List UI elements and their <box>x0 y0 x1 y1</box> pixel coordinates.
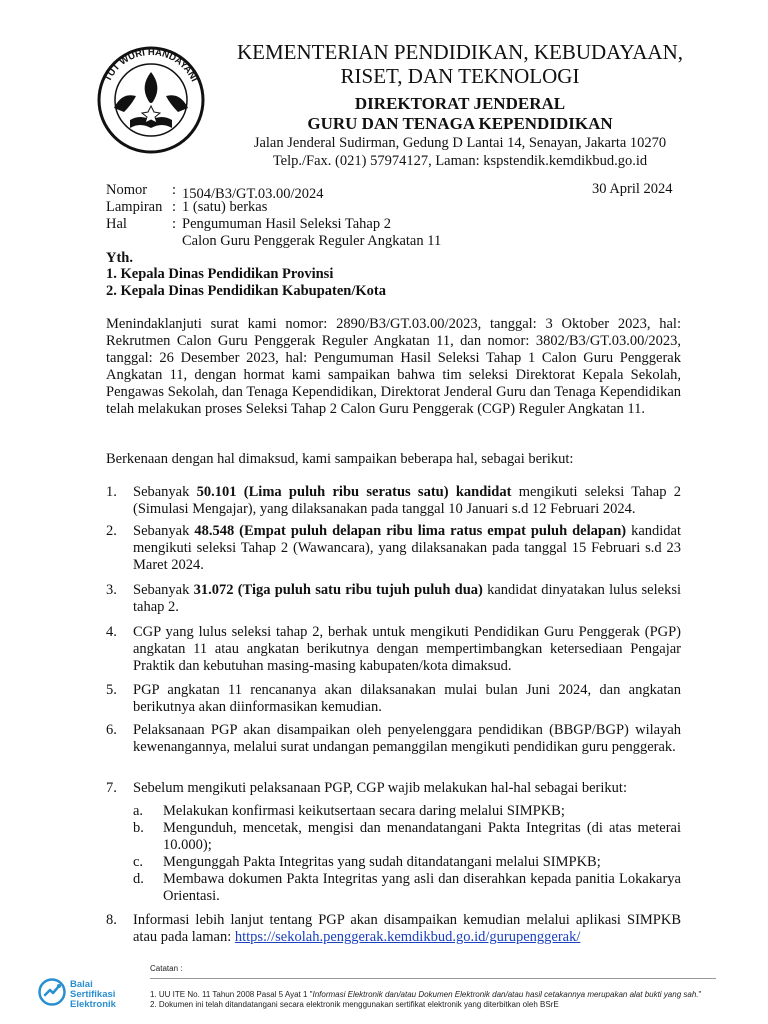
item-2-text <box>133 523 681 574</box>
bsre-name-line3: Elektronik <box>70 999 116 1010</box>
item-2-pre: Sebanyak <box>133 523 195 539</box>
lampiran-label: Lampiran <box>106 199 163 215</box>
bsre-name-line2: Sertifikasi <box>70 989 116 1000</box>
directorate-line2: GURU DAN TENAGA KEPENDIDIKAN <box>307 114 613 133</box>
item-3-pre: Sebanyak <box>133 582 194 598</box>
sub-item-c-text: Mengunggah Pakta Integritas yang sudah ditandatangani melalui SIMPKB; <box>163 854 601 870</box>
item-1-text <box>133 484 681 518</box>
item-3-bold: 31.072 (Tiga puluh satu ribu tujuh puluh dua) <box>193 582 483 598</box>
letter-date: 30 April 2024 <box>592 181 673 197</box>
item-4-text: CGP yang lulus seleksi tahap 2, berhak untuk mengikuti Pendidikan Guru Penggerak (PGP) angkatan 11 atau angkatan berikutnya dengan mempertimbangkan ketersediaan Pengajar Praktik dan kebutuhan masing-masing kabupaten/kota dimaksud. <box>133 624 681 674</box>
item-1-pre: Sebanyak <box>133 484 197 500</box>
contact-info: Telp./Fax. (021) 57974127, Laman: kspstendik.kemdikbud.go.id <box>272 153 648 169</box>
hal-value-line2: Calon Guru Penggerak Reguler Angkatan 11 <box>182 233 442 249</box>
item-8-pre: Informasi lebih lanjut tentang PGP akan disampaikan kemudian melalui aplikasi SIMPKB atau pada laman: <box>133 912 681 945</box>
lampiran-value: 1 (satu) berkas <box>182 199 268 215</box>
footer-note-1 <box>150 990 701 1000</box>
hal-value-line1: Pengumuman Hasil Seleksi Tahap 2 <box>182 216 391 232</box>
intro-paragraph: Menindaklanjuti surat kami nomor: 2890/B3/GT.03.00/2023, tanggal: 3 Oktober 2023, hal: Rekrutmen Calon Guru Penggerak Reguler Angkatan 11, dan nomor: 3802/B3/GT.03.00/2023, tanggal: 26 Desember 2023, hal: Pengumuman Hasil Seleksi Tahap 1 Calon Guru Penggerak Angkatan 11, dengan hormat kami sampaikan bahwa tim seleksi Direktorat Kepala Sekolah, Pengawas Sekolah, dan Tenaga Kependidikan, Direktorat Jenderal Guru dan Tenaga Kependidikan telah melakukan proses Seleksi Tahap 2 Calon Guru Penggerak (CGP) Reguler Angkatan 11. <box>106 316 681 417</box>
footer-note-2: 2. Dokumen ini telah ditandatangani secara elektronik menggunakan sertifikat elektronik yang diterbitkan oleh BSrE <box>150 1000 559 1009</box>
ministry-name-line2: RISET, DAN TEKNOLOGI <box>340 64 580 88</box>
transition-paragraph: Berkenaan dengan hal dimaksud, kami sampaikan beberapa hal, sebagai berikut: <box>106 451 574 467</box>
sub-item-d-text: Membawa dokumen Pakta Integritas yang asli dan diserahkan kepada panitia Lokakarya Orientasi. <box>163 871 681 904</box>
item-8-text <box>133 912 681 946</box>
item-7-text: Sebelum mengikuti pelaksanaan PGP, CGP wajib melakukan hal-hal sebagai berikut: <box>133 780 627 796</box>
hal-colon: : <box>172 216 177 232</box>
pgp-info-link[interactable]: https://sekolah.penggerak.kemdikbud.go.id/gurupenggerak/ <box>234 929 581 945</box>
item-number-6: 6. <box>106 722 117 738</box>
item-number-2: 2. <box>106 523 117 539</box>
item-6-text: Pelaksanaan PGP akan disampaikan oleh penyelenggara pendidikan (BBGP/BGP) wilayah kewenangannya, melalui surat undangan pemanggilan mengikuti pendidikan guru penggerak. <box>133 722 681 755</box>
footer-divider <box>150 978 716 979</box>
item-1-post: mengikuti seleksi Tahap 2 (Simulasi Mengajar), yang dilaksanakan pada tanggal 10 Januari s.d 12 Februari 2024. <box>133 484 682 517</box>
recipient-2: 2. Kepala Dinas Pendidikan Kabupaten/Kota <box>106 283 386 299</box>
lampiran-colon: : <box>172 199 177 215</box>
item-3-text <box>133 582 681 616</box>
item-1-bold: 50.101 (Lima puluh ribu seratus satu) kandidat <box>196 484 512 500</box>
bsre-name-line1: Balai <box>70 979 93 990</box>
recipient-1: 1. Kepala Dinas Pendidikan Provinsi <box>106 266 334 282</box>
footer-note-1-pre: 1. UU ITE No. 11 Tahun 2008 Pasal 5 Ayat 1 " <box>150 990 313 999</box>
sub-item-letter-d: d. <box>133 871 144 887</box>
item-2-post: kandidat mengikuti seleksi Tahap 2 (Wawancara), yang dilaksanakan pada tanggal 15 Februari s.d 23 Maret 2024. <box>133 523 681 573</box>
item-number-8: 8. <box>106 912 117 928</box>
address: Jalan Jenderal Sudirman, Gedung D Lantai 14, Senayan, Jakarta 10270 <box>253 135 667 151</box>
footer-note-1-post: " <box>698 990 702 999</box>
nomor-label: Nomor <box>106 182 148 198</box>
nomor-value: 1504/B3/GT.03.00/2024 <box>182 186 324 202</box>
item-number-1: 1. <box>106 484 117 500</box>
directorate-line1: DIREKTORAT JENDERAL <box>354 94 566 113</box>
footer-note-1-italic: Informasi Elektronik dan/atau Dokumen Elektronik dan/atau hasil cetakannya merupakan alat bukti yang sah. <box>312 990 699 999</box>
nomor-colon: : <box>172 182 177 198</box>
sub-item-letter-b: b. <box>133 820 144 836</box>
bsre-logo-icon <box>38 978 66 1006</box>
sub-item-b-text: Mengunduh, mencetak, mengisi dan menandatangani Pakta Integritas (di atas meterai 10.000); <box>163 820 681 853</box>
item-number-7: 7. <box>106 780 117 796</box>
item-3-post: kandidat dinyatakan lulus seleksi tahap 2. <box>133 582 681 615</box>
sub-item-a-text: Melakukan konfirmasi keikutsertaan secara daring melalui SIMPKB; <box>163 803 565 819</box>
item-number-3: 3. <box>106 582 117 598</box>
footer-catatan: Catatan : <box>150 964 183 973</box>
item-number-4: 4. <box>106 624 117 640</box>
item-number-5: 5. <box>106 682 117 698</box>
svg-text:TUT WURI HANDAYANI: TUT WURI HANDAYANI <box>102 46 200 84</box>
sub-item-letter-c: c. <box>133 854 144 870</box>
sub-item-letter-a: a. <box>133 803 144 819</box>
yth-salutation: Yth. <box>106 250 133 266</box>
ministry-name-line1: KEMENTERIAN PENDIDIKAN, KEBUDAYAAN, <box>236 40 684 64</box>
item-2-bold: 48.548 (Empat puluh delapan ribu lima ratus empat puluh delapan) <box>194 523 627 539</box>
hal-label: Hal <box>106 216 127 232</box>
item-5-text: PGP angkatan 11 rencananya akan dilaksanakan mulai bulan Juni 2024, dan angkatan berikutnya akan diinformasikan kemudian. <box>133 682 681 715</box>
